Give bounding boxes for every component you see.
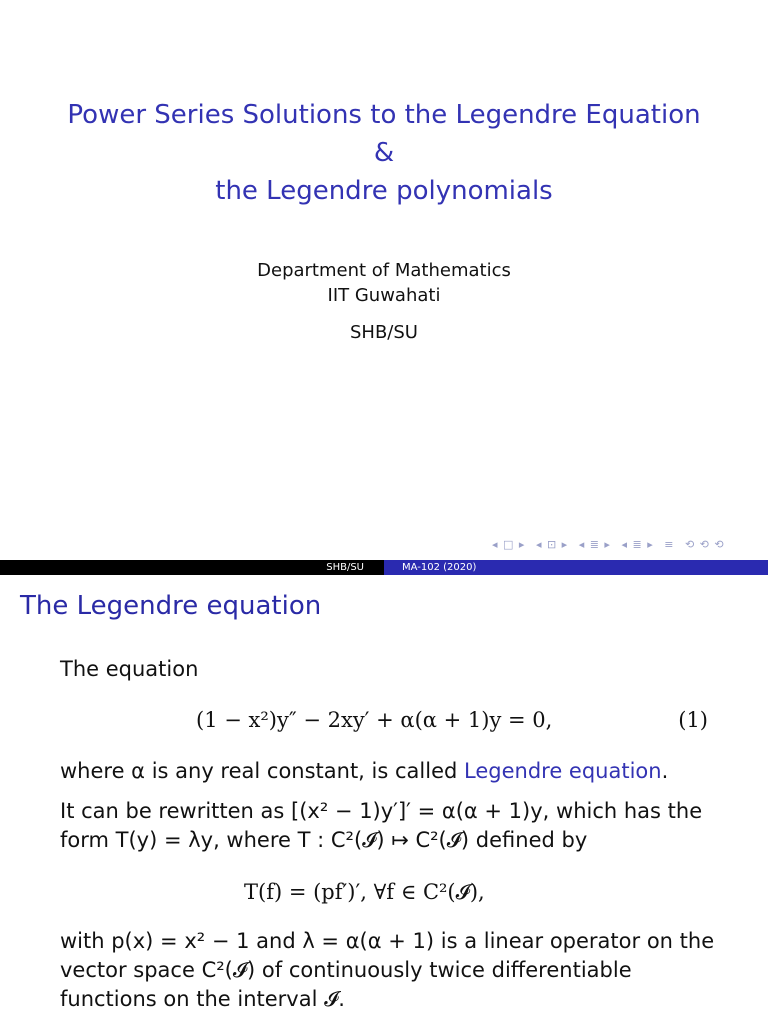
with-paragraph: with p(x) = x² − 1 and λ = α(α + 1) is a linear operator on the vector space C²(𝓘) of continuously twice differentiable functions on the interval 𝓘.: [60, 929, 715, 1011]
nav-align-icon[interactable]: ≡: [664, 538, 675, 551]
nav-subsection-icon[interactable]: ◂ ⊡ ▸: [535, 538, 569, 551]
where-paragraph: [60, 757, 720, 786]
period: .: [661, 759, 669, 783]
rewritten-paragraph: It can be rewritten as [(x² − 1)y′]′ = α(α + 1)y, which has the form T(y) = λy, where T : C²(𝓘) ↦ C²(𝓘) defined by: [60, 799, 703, 852]
legendre-equation-link[interactable]: Legendre equation: [464, 759, 662, 783]
beamer-navigation[interactable]: [492, 538, 731, 551]
footer-course: MA-102 (2020): [384, 560, 768, 575]
equation-2: T(f) = (pf′)′, ∀f ∈ C²(𝓘),: [244, 880, 485, 904]
nav-section-icon[interactable]: ◂ ≣ ▸: [578, 538, 611, 551]
equation-1: (1 − x²)y″ − 2xy′ + α(α + 1)y = 0,: [196, 708, 553, 732]
nav-search-icon[interactable]: ⟲ ⟲ ⟲: [684, 538, 725, 551]
frame-title: The Legendre equation: [20, 591, 322, 621]
title-line-1: Power Series Solutions to the Legendre Equation: [67, 100, 701, 130]
author: SHB/SU: [350, 322, 418, 343]
institute: IIT Guwahati: [327, 285, 441, 306]
nav-frame-icon[interactable]: ◂ □ ▸: [492, 538, 526, 551]
department: Department of Mathematics: [257, 260, 511, 281]
content-slide: [0, 575, 768, 1024]
nav-document-icon[interactable]: ◂ ≣ ▸: [621, 538, 654, 551]
title-line-3: the Legendre polynomials: [215, 176, 553, 206]
where-text: where α is any real constant, is called: [60, 759, 458, 783]
department-block: [0, 258, 768, 308]
title-block: [0, 96, 768, 210]
footer-author: SHB/SU: [0, 560, 384, 575]
footer: [0, 560, 768, 575]
equation-1-number: (1): [678, 708, 708, 732]
title-line-2: &: [373, 138, 395, 168]
intro-text: The equation: [60, 657, 199, 681]
